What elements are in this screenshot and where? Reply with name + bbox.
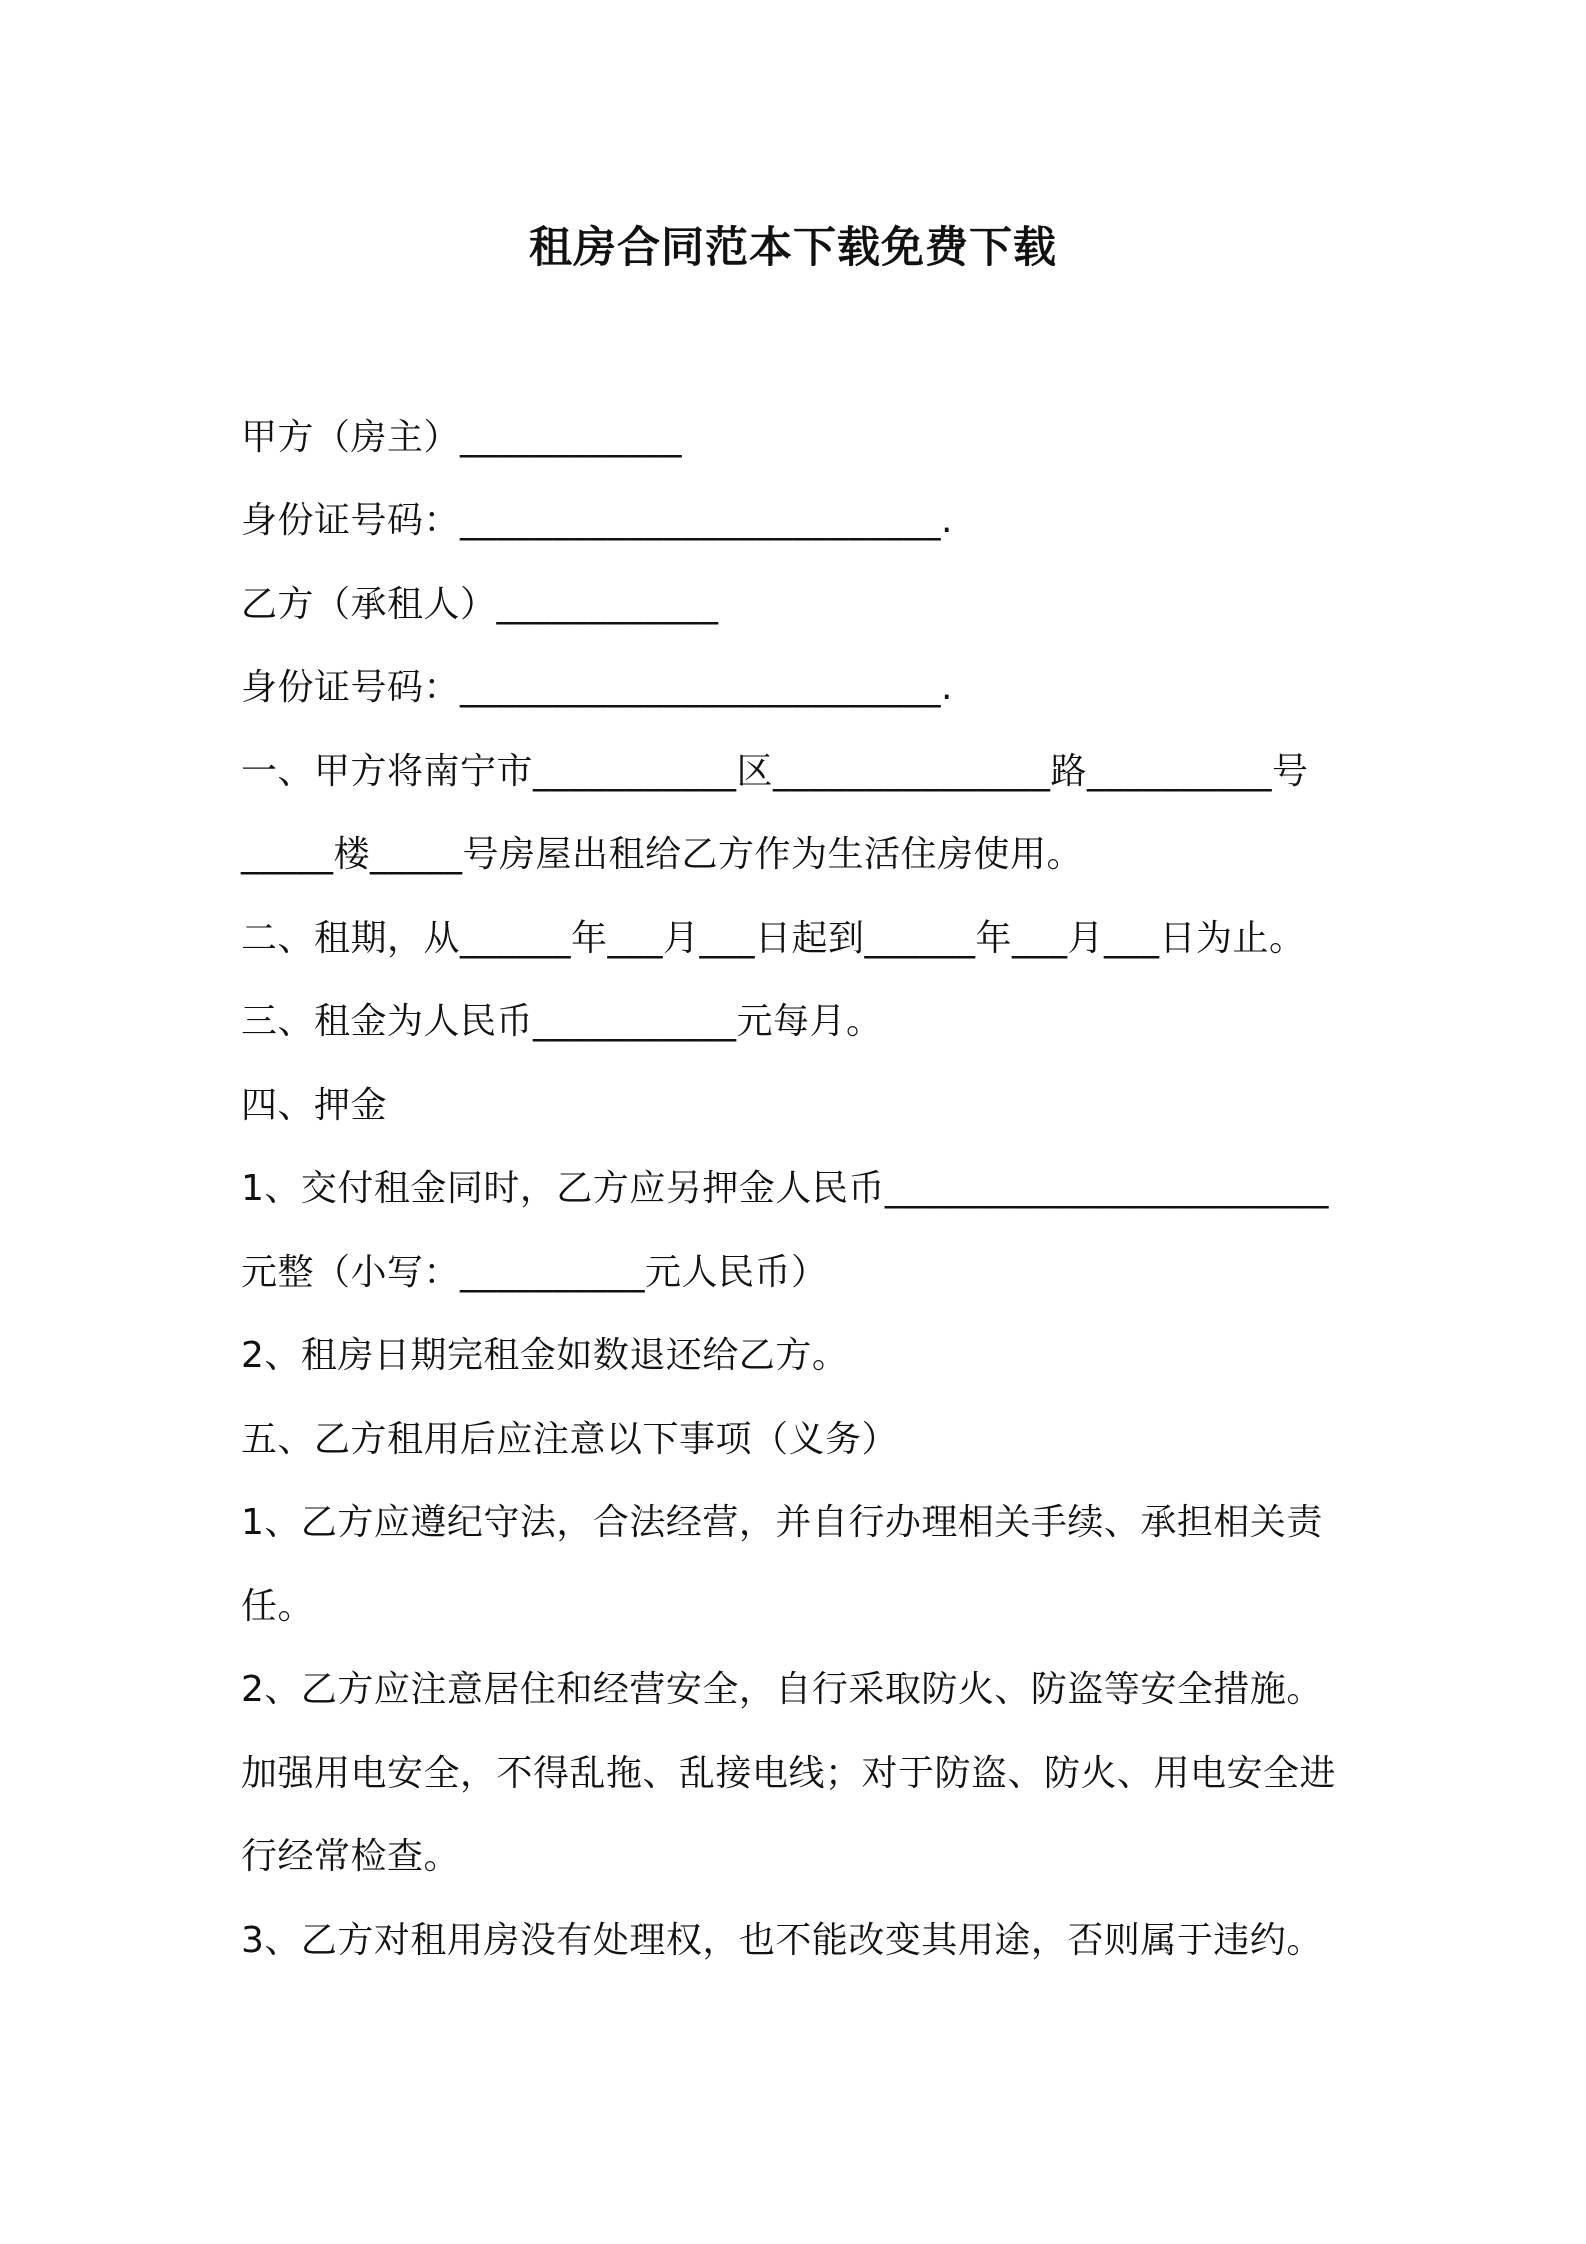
clause-5-item-3: 3、乙方对租用房没有处理权，也不能改变其用途，否则属于违约。 xyxy=(241,1920,1323,1961)
clause-5-item-2-line-2: 加强用电安全，不得乱拖、乱接电线；对于防盗、防火、用电安全进 xyxy=(241,1753,1337,1794)
clause-2-term: 二、租期，从______年___月___日起到______年___月___日为止。 xyxy=(241,918,1306,959)
party-b-id-line: 身份证号码：__________________________. xyxy=(241,667,953,708)
clause-4-item-1-line-1: 1、交付租金同时，乙方应另押金人民币________________________ xyxy=(241,1168,1329,1209)
party-b-line: 乙方（承租人）____________ xyxy=(241,584,719,625)
clause-5-item-1-line-2: 任。 xyxy=(241,1586,315,1627)
party-a-id-line: 身份证号码：__________________________. xyxy=(241,500,953,541)
party-a-line: 甲方（房主）____________ xyxy=(241,417,683,458)
document-title: 租房合同范本下载免费下载 xyxy=(529,223,1057,273)
clause-5-item-2-line-1: 2、乙方应注意居住和经营安全，自行采取防火、防盗等安全措施。 xyxy=(241,1669,1323,1710)
clause-1-line-1: 一、甲方将南宁市___________区_______________路__________号 xyxy=(241,751,1309,792)
clause-1-line-2: _____楼_____号房屋出租给乙方作为生活住房使用。 xyxy=(241,834,1084,875)
clause-3-rent: 三、租金为人民币___________元每月。 xyxy=(241,1001,883,1042)
clause-5-heading: 五、乙方租用后应注意以下事项（义务） xyxy=(241,1419,899,1460)
clause-4-item-2: 2、租房日期完租金如数退还给乙方。 xyxy=(241,1335,849,1376)
clause-5-item-2-line-3: 行经常检查。 xyxy=(241,1836,461,1877)
clause-4-heading: 四、押金 xyxy=(241,1085,388,1126)
clause-5-item-1-line-1: 1、乙方应遵纪守法，合法经营，并自行办理相关手续、承担相关责 xyxy=(241,1502,1323,1543)
clause-4-item-1-line-2: 元整（小写：__________元人民币） xyxy=(241,1252,828,1293)
